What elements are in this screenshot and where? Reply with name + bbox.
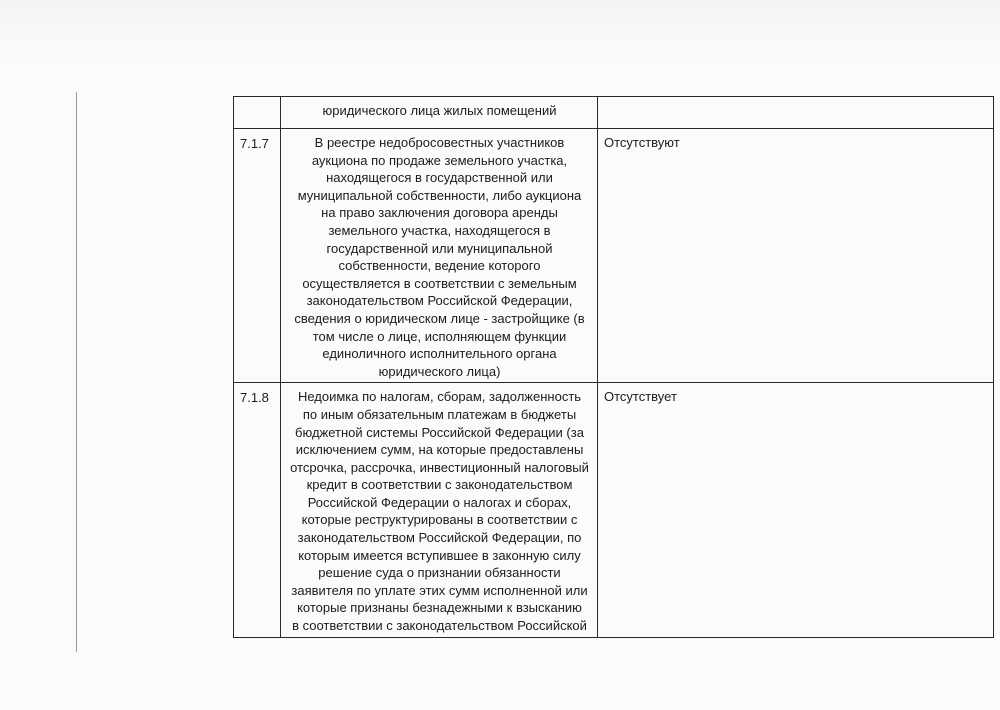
description-line: единоличного исполнительного органа	[322, 346, 557, 362]
description-line: в соответствии с законодательством Российской	[292, 618, 587, 634]
description-line: государственной или муниципальной	[326, 240, 553, 256]
disclosure-table	[233, 96, 994, 638]
description-line: по иным обязательным платежам в бюджеты	[302, 406, 577, 422]
item-value-cell: Отсутствуют	[598, 129, 994, 383]
table-row	[234, 383, 994, 637]
description-line: сведения о юридическом лице - застройщике (в	[294, 310, 585, 326]
description-line: исключением сумм, на которые предоставлены	[295, 442, 584, 458]
description-line: которые признаны безнадежными к взысканию	[297, 600, 582, 616]
description-line: Российской Федерации о налогах и сборах,	[307, 494, 572, 510]
item-description-cell	[281, 129, 598, 383]
item-description	[287, 134, 592, 380]
description-line: законодательством Российской Федерации, по	[297, 530, 582, 546]
description-line: отсрочка, рассрочка, инвестиционный налоговый	[290, 459, 589, 475]
description-line: юридического лица)	[378, 363, 501, 379]
description-line: собственности, ведение которого	[338, 258, 541, 274]
table-row	[234, 97, 994, 129]
item-number-cell	[234, 97, 281, 129]
description-line: которым имеется вступившее в законную силу	[298, 547, 581, 563]
binding-margin-line	[76, 92, 77, 652]
description-line: том числе о лице, исполняющем функции	[312, 328, 567, 344]
description-line: осуществляется в соответствии с земельным	[302, 275, 577, 291]
description-line: решение суда о признании обязанности	[318, 565, 561, 581]
item-value-cell	[598, 97, 994, 129]
description-line: бюджетной системы Российской Федерации (за	[295, 424, 584, 440]
item-value-cell: Отсутствует	[598, 383, 994, 637]
description-line: на право заключения договора аренды	[321, 205, 558, 221]
item-number-cell: 7.1.7	[234, 129, 281, 383]
description-line: аукциона по продаже земельного участка,	[311, 152, 568, 168]
item-description	[287, 388, 592, 634]
table-row	[234, 129, 994, 383]
description-line: находящегося в государственной или	[326, 170, 553, 186]
description-line: юридического лица жилых помещений	[322, 103, 557, 118]
item-number-cell: 7.1.8	[234, 383, 281, 637]
item-description	[287, 102, 592, 120]
item-description-cell	[281, 383, 598, 637]
description-line: В реестре недобросовестных участников	[314, 135, 565, 150]
description-line: земельного участка, находящегося в	[328, 222, 551, 238]
description-line: Недоимка по налогам, сборам, задолженность	[297, 389, 582, 405]
description-line: заявителя по уплате этих сумм исполненной или	[291, 582, 588, 598]
item-description-cell	[281, 97, 598, 129]
description-line: законодательством Российской Федерации,	[306, 293, 573, 309]
description-line: которые реструктурированы в соответствии с	[301, 512, 578, 528]
description-line: муниципальной собственности, либо аукциона	[297, 187, 582, 203]
description-line: кредит в соответствии с законодательством	[306, 477, 573, 493]
